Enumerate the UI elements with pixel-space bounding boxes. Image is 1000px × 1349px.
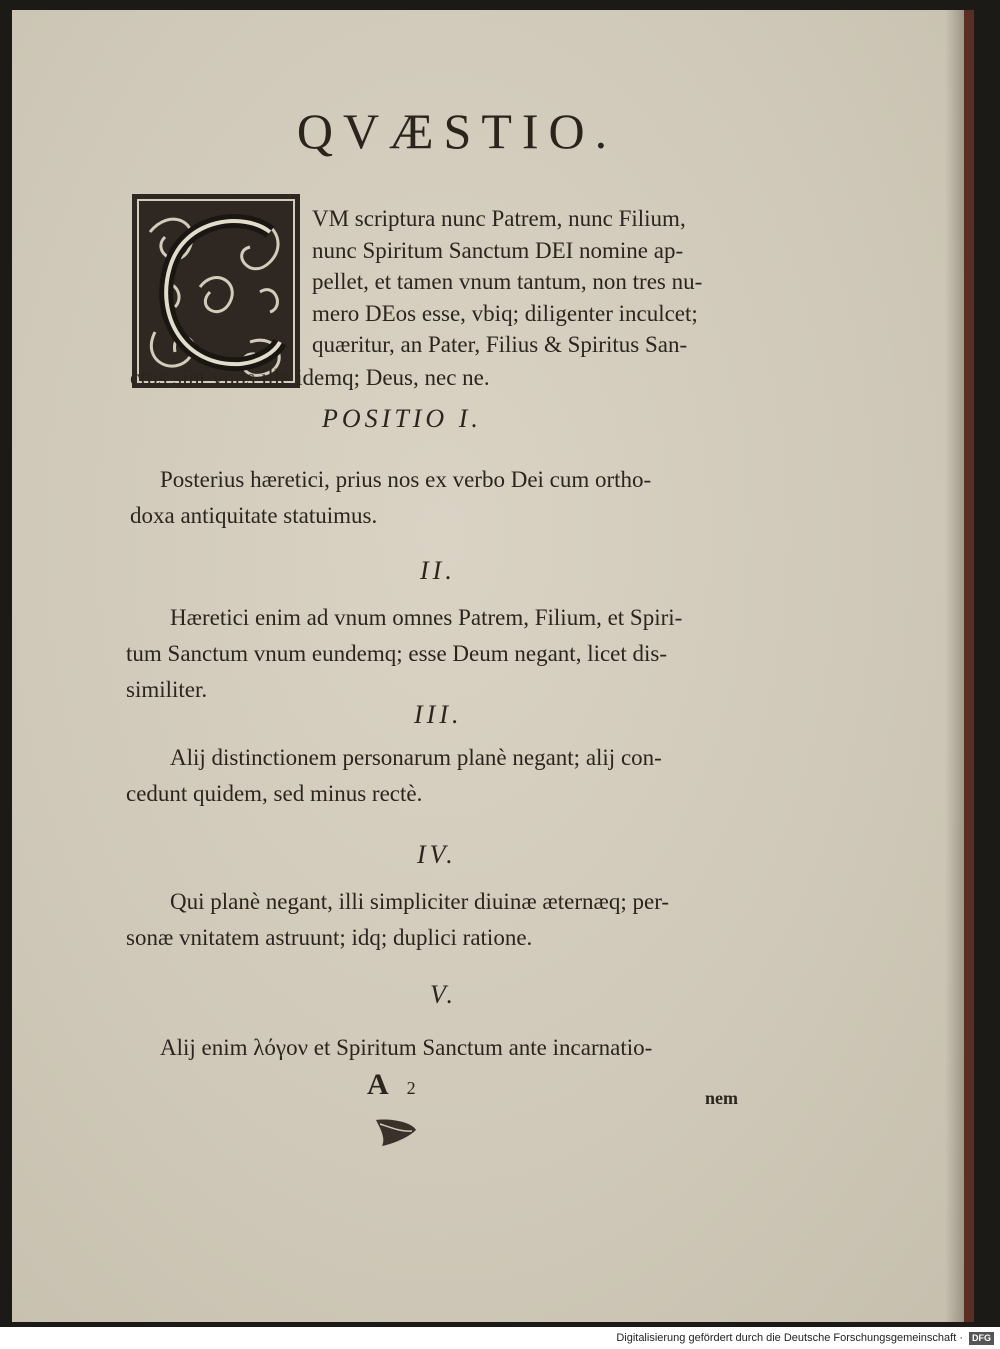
book-page bbox=[12, 10, 967, 1322]
intro-paragraph bbox=[312, 203, 702, 361]
intro-line: nunc Spiritum Sanctum DEI nomine ap- bbox=[312, 237, 684, 263]
body-line: Hæretici enim ad vnum omnes Patrem, Filium, et Spiri- bbox=[170, 605, 683, 630]
body-line: Posterius hæretici, prius nos ex verbo Dei cum ortho- bbox=[160, 467, 652, 492]
page-title: QVÆSTIO. bbox=[296, 103, 618, 159]
body-line: Qui planè negant, illi simpliciter diuinæ æternæq; per- bbox=[170, 889, 670, 914]
section-body-2 bbox=[126, 600, 683, 708]
dfg-logo-icon: DFG bbox=[969, 1332, 994, 1345]
digitization-footer bbox=[0, 1327, 1000, 1349]
leaf-ornament-icon bbox=[372, 1114, 420, 1150]
body-line: Alij distinctionem personarum planè negant; alij con- bbox=[170, 745, 662, 770]
body-line: tum Sanctum vnum eundemq; esse Deum negant, licet dis- bbox=[126, 641, 668, 666]
section-body-4 bbox=[126, 884, 670, 956]
intro-line: pellet, et tamen vnum tantum, non tres nu- bbox=[312, 269, 703, 294]
section-body-1 bbox=[130, 462, 652, 534]
signature-number: 2 bbox=[406, 1078, 416, 1098]
section-body-3 bbox=[126, 740, 662, 812]
body-line: doxa antiquitate statuimus. bbox=[130, 503, 378, 528]
body-line: sonæ vnitatem astruunt; idq; duplici ratione. bbox=[126, 925, 533, 950]
section-heading-2: II. bbox=[420, 556, 456, 585]
intro-line: quæritur, an Pater, Filius & Spiritus San- bbox=[312, 332, 688, 357]
section-heading-1: POSITIO I. bbox=[322, 404, 482, 433]
section-heading-5: V. bbox=[430, 980, 458, 1009]
signature-mark bbox=[367, 1068, 416, 1102]
catchword: nem bbox=[705, 1088, 738, 1108]
intro-last-line: ctus sint vnus ille idemq; Deus, nec ne. bbox=[130, 365, 490, 390]
body-line: cedunt quidem, sed minus rectè. bbox=[126, 781, 423, 806]
binding-edge bbox=[964, 10, 974, 1322]
signature-letter: A bbox=[367, 1068, 389, 1101]
footer-text: Digitalisierung gefördert durch die Deutsche Forschungsgemeinschaft · bbox=[616, 1332, 963, 1345]
section-heading-4: IV. bbox=[417, 840, 457, 869]
intro-line: mero DEos esse, vbiq; diligenter inculcet; bbox=[312, 300, 698, 326]
body-line: Alij enim λόγον et Spiritum Sanctum ante incarnatio- bbox=[160, 1035, 653, 1060]
intro-line: VM scriptura nunc Patrem, nunc Filium, bbox=[312, 206, 686, 231]
section-heading-3: III. bbox=[414, 700, 463, 729]
body-line: similiter. bbox=[126, 677, 208, 702]
section-body-5 bbox=[160, 1030, 652, 1066]
